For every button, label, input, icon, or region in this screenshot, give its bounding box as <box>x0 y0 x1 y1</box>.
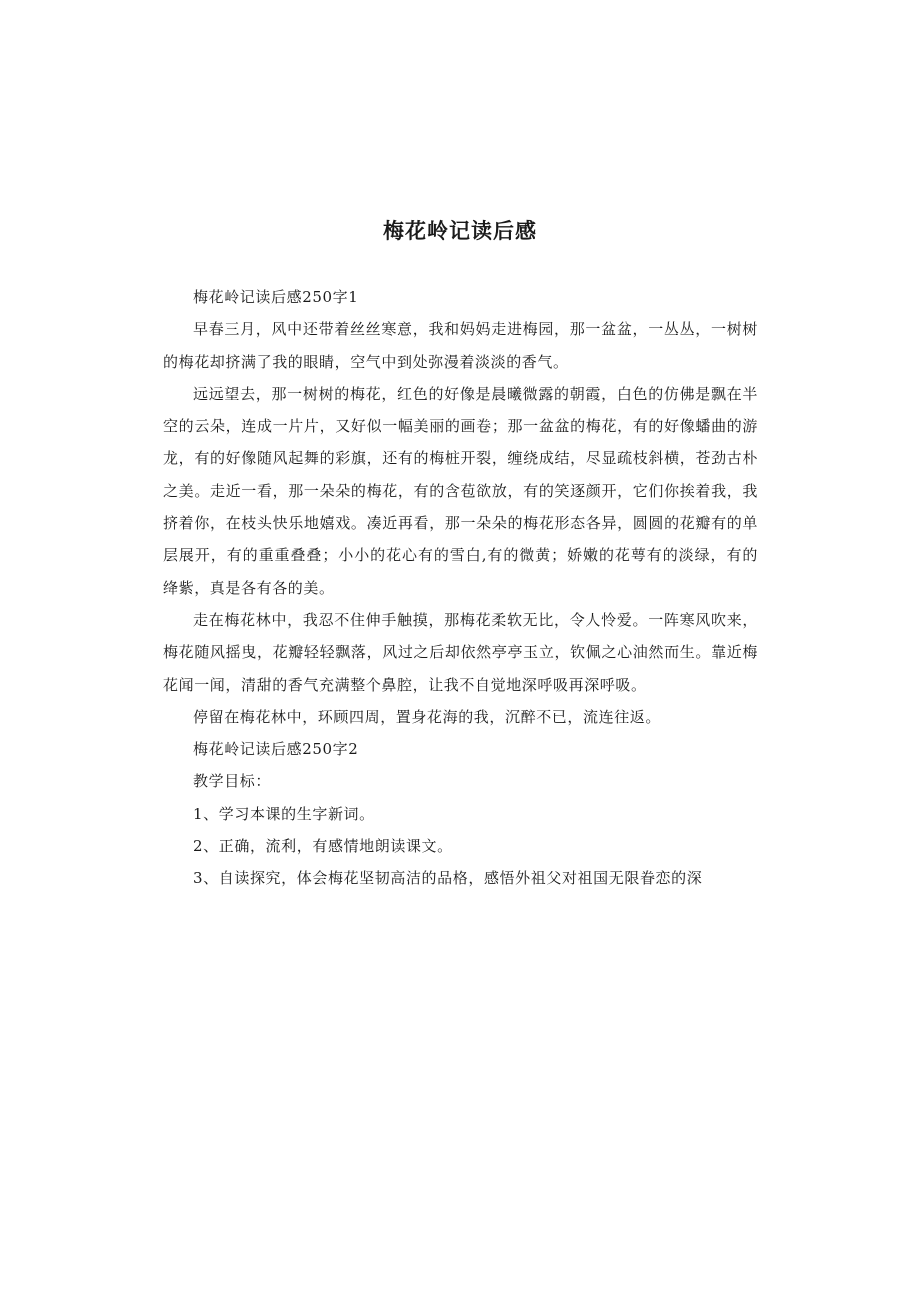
list-item: 2、正确，流利，有感情地朗读课文。 <box>193 837 453 856</box>
subheading-part-2: 梅花岭记读后感250字2 <box>193 740 359 759</box>
list-item: 1、学习本课的生字新词。 <box>193 804 375 823</box>
paragraph: 走在梅花林中，我忍不住伸手触摸，那梅花柔软无比，令人怜爱。一阵寒风吹来，梅花随风摇曳，花瓣轻轻飘落，风过之后却依然亭亭玉立，钦佩之心油然而生。靠近梅花闻一闻，清甜的香气充满整个鼻腔，让我不自觉地深呼吸再深呼吸。 <box>163 610 758 694</box>
paragraph: 远远望去，那一树树的梅花，红色的好像是晨曦微露的朝霞，白色的仿佛是飘在半空的云朵，连成一片片，又好似一幅美丽的画卷；那一盆盆的梅花，有的好像蟠曲的游龙，有的好像随风起舞的彩旗，还有的梅桩开裂，缠绕成结，尽显疏枝斜横，苍劲古朴之美。走近一看，那一朵朵的梅花，有的含苞欲放，有的笑逐颜开，它们你挨着我，我挤着你，在枝头快乐地嬉戏。凑近再看，那一朵朵的梅花形态各异，圆圆的花瓣有的单层展开，有的重重叠叠；小小的花心有的雪白,有的微黄；娇嫩的花萼有的淡绿，有的绛紫，真是各有各的美。 <box>163 384 758 597</box>
document-title: 梅花岭记读后感 <box>383 219 537 243</box>
paragraph: 停留在梅花林中，环顾四周，置身花海的我，沉醉不已，流连往返。 <box>193 707 662 726</box>
document-body <box>163 281 758 895</box>
subheading-part-1: 梅花岭记读后感250字1 <box>193 288 359 306</box>
paragraph: 早春三月，风中还带着丝丝寒意，我和妈妈走进梅园，那一盆盆，一丛丛，一树树的梅花却挤满了我的眼睛，空气中到处弥漫着淡淡的香气。 <box>163 320 758 371</box>
list-item: 3、自读探究，体会梅花坚韧高洁的品格，感悟外祖父对祖国无限眷恋的深 <box>193 869 703 888</box>
section-label: 教学目标： <box>193 772 272 791</box>
